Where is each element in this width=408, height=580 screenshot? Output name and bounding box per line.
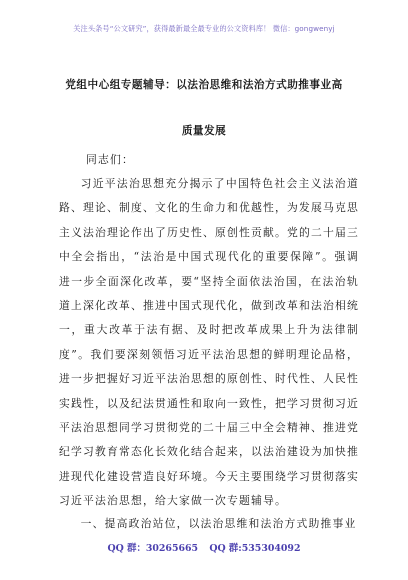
document-title-line-2: 质量发展 (181, 125, 227, 137)
body-paragraph-2: 一、提高政治站位，以法治思维和法治方式助推事业 (80, 517, 357, 530)
header-note: 关注头条号“公文研究”，获得最新最全最专业的公文资料库！ 微信：gongwenyj (73, 24, 335, 33)
greeting: 同志们： (86, 153, 134, 166)
qq-group-2: QQ 群:535304092 (209, 543, 301, 554)
footer-contact (0, 540, 408, 554)
body-paragraph-1: 习近平法治思想充分揭示了中国特色社会主义法治道路、理论、制度、文化的生命力和优越性，为发展马克思主义法治理论作出了历史性、原创性贡献。党的二十届三中全会指出，“法治是中国式现代化的重要保障”。强调进一步全面深化改革，要“坚持全面依法治国，在法治轨道上深化改革、推进中国式现代化，做到改革和法治相统一，重大改革于法有据、及时把改革成果上升为法律制度”。我们要深刻领悟习近平法治思想的鲜明理论品格，进一步把握好习近平法治思想的原创性、时代性、人民性实践性，以及纪法贯通性和取向一致性，把学习贯彻习近平法治思想同学习贯彻党的二十届三中全会精神、推进党纪学习教育常态化长效化结合起来，以法治建设为加快推进现代化建设营造良好环境。今天主要围绕学习贯彻落实习近平法治思想，给大家做一次专题辅导。 (59, 177, 359, 508)
document-title-line-1: 党组中心组专题辅导：以法治思维和法治方式助推事业高 (65, 79, 343, 91)
qq-group-1: QQ 群：30265665 (107, 543, 199, 554)
